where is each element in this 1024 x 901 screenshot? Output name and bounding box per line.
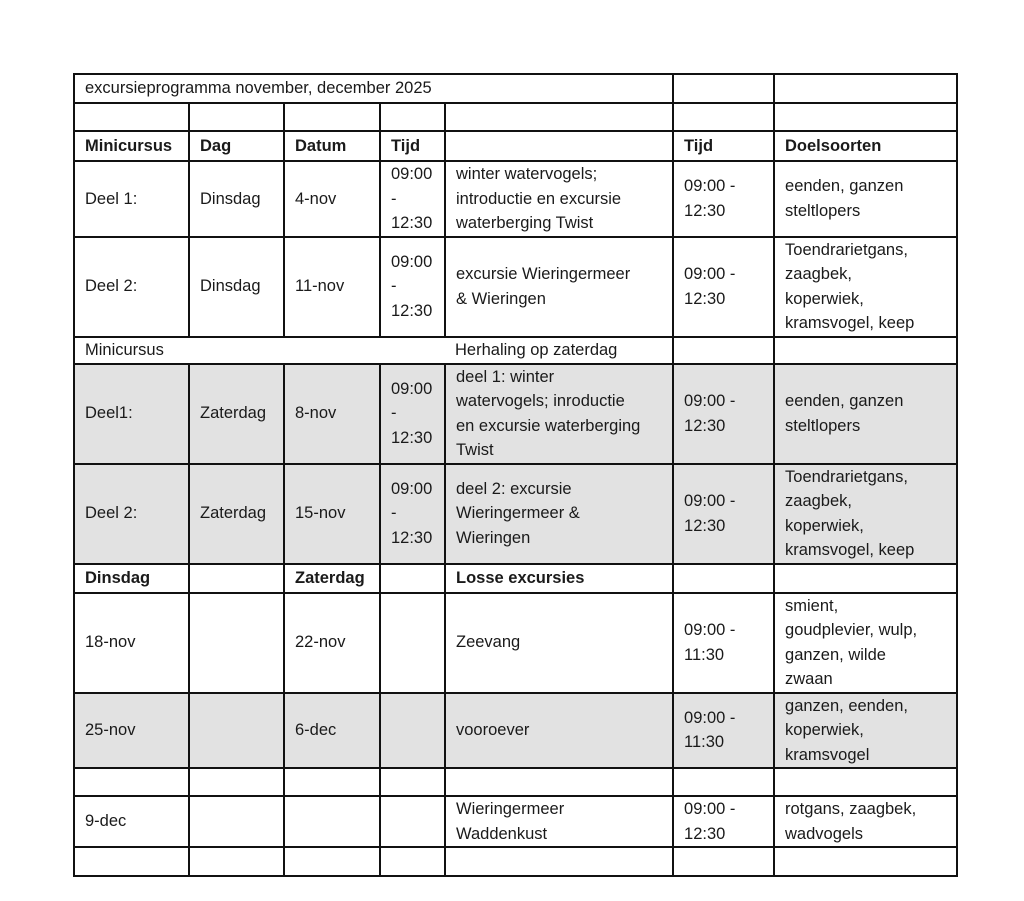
table-row — [74, 693, 957, 769]
table-row — [74, 364, 957, 464]
header-doelsoorten: Doelsoorten — [774, 131, 957, 161]
header-losse-excursies: Losse excursies — [445, 564, 673, 593]
subheader-herhaling: Herhaling op zaterdag — [445, 337, 673, 364]
header-tijd: Tijd — [380, 131, 445, 161]
datum-cell: 15-nov — [284, 464, 380, 564]
empty-cell — [74, 768, 189, 796]
tijd-cell: 09:00 - 12:30 — [673, 796, 774, 847]
datum-cell: 11-nov — [284, 237, 380, 337]
empty-cell — [774, 847, 957, 876]
doelsoorten-cell: Toendrarietgans, zaagbek, koperwiek, kramsvogel, keep — [774, 237, 957, 337]
header-tijd-2: Tijd — [673, 131, 774, 161]
omschrijving-cell: deel 1: winter watervogels; inroductie en excursie waterberging Twist — [445, 364, 673, 464]
header-row — [74, 131, 957, 161]
empty-cell — [380, 693, 445, 769]
empty-cell — [673, 103, 774, 131]
table-row — [74, 593, 957, 693]
tijd-cell: 09:00 - 12:30 — [380, 237, 445, 337]
table-row — [74, 161, 957, 237]
empty-cell — [284, 768, 380, 796]
table-title: excursieprogramma november, december 2025 — [74, 74, 673, 103]
header-dinsdag: Dinsdag — [74, 564, 189, 593]
empty-cell — [774, 337, 957, 364]
doelsoorten-cell: ganzen, eenden, koperwiek, kramsvogel — [774, 693, 957, 769]
empty-cell — [673, 74, 774, 103]
empty-cell — [380, 593, 445, 693]
blank-row — [74, 768, 957, 796]
tijd-cell: 09:00 - 12:30 — [380, 364, 445, 464]
empty-cell — [189, 564, 284, 593]
doelsoorten-cell: rotgans, zaagbek, wadvogels — [774, 796, 957, 847]
excursion-schedule-table — [73, 73, 958, 877]
header-omschrijving — [445, 131, 673, 161]
empty-cell — [380, 796, 445, 847]
empty-cell — [774, 564, 957, 593]
datum-cell: 4-nov — [284, 161, 380, 237]
locatie-cell: Wieringermeer Waddenkust — [445, 796, 673, 847]
omschrijving-cell: winter watervogels; introductie en excursie waterberging Twist — [445, 161, 673, 237]
header-minicursus: Minicursus — [74, 131, 189, 161]
datum-cell: 8-nov — [284, 364, 380, 464]
dag-cell: Dinsdag — [189, 161, 284, 237]
empty-cell — [774, 768, 957, 796]
header-zaterdag: Zaterdag — [284, 564, 380, 593]
doelsoorten-cell: eenden, ganzen steltlopers — [774, 364, 957, 464]
empty-cell — [445, 103, 673, 131]
dinsdag-date-cell: 18-nov — [74, 593, 189, 693]
empty-cell — [673, 337, 774, 364]
empty-cell — [774, 74, 957, 103]
omschrijving-cell: deel 2: excursie Wieringermeer & Wieringen — [445, 464, 673, 564]
empty-cell — [445, 768, 673, 796]
empty-cell — [74, 103, 189, 131]
empty-cell — [284, 103, 380, 131]
tijd-2-cell: 09:00 - 12:30 — [673, 237, 774, 337]
dag-cell: Dinsdag — [189, 237, 284, 337]
header-dag: Dag — [189, 131, 284, 161]
tijd-2-cell: 09:00 - 12:30 — [673, 364, 774, 464]
empty-cell — [380, 103, 445, 131]
deel-cell: Deel 1: — [74, 161, 189, 237]
tijd-cell: 09:00 - 11:30 — [673, 693, 774, 769]
empty-cell — [774, 103, 957, 131]
empty-cell — [380, 847, 445, 876]
tijd-2-cell: 09:00 - 12:30 — [673, 464, 774, 564]
empty-cell — [380, 564, 445, 593]
empty-cell — [189, 768, 284, 796]
empty-cell — [189, 796, 284, 847]
dinsdag-date-cell: 9-dec — [74, 796, 189, 847]
subheader-minicursus: Minicursus — [74, 337, 445, 364]
empty-cell — [380, 768, 445, 796]
header-datum: Datum — [284, 131, 380, 161]
doelsoorten-cell: eenden, ganzen steltlopers — [774, 161, 957, 237]
empty-cell — [673, 847, 774, 876]
dag-cell: Zaterdag — [189, 364, 284, 464]
dinsdag-date-cell: 25-nov — [74, 693, 189, 769]
subheader-row — [74, 337, 957, 364]
zaterdag-date-cell: 22-nov — [284, 593, 380, 693]
deel-cell: Deel 2: — [74, 464, 189, 564]
empty-cell — [445, 847, 673, 876]
deel-cell: Deel 2: — [74, 237, 189, 337]
tijd-cell: 09:00 - 11:30 — [673, 593, 774, 693]
empty-cell — [189, 847, 284, 876]
empty-cell — [74, 847, 189, 876]
zaterdag-date-cell: 6-dec — [284, 693, 380, 769]
locatie-cell: vooroever — [445, 693, 673, 769]
empty-cell — [673, 564, 774, 593]
deel-cell: Deel1: — [74, 364, 189, 464]
table-row — [74, 464, 957, 564]
blank-row — [74, 103, 957, 131]
tijd-cell: 09:00 - 12:30 — [380, 161, 445, 237]
dag-cell: Zaterdag — [189, 464, 284, 564]
table-row — [74, 237, 957, 337]
tijd-2-cell: 09:00 - 12:30 — [673, 161, 774, 237]
doelsoorten-cell: Toendrarietgans, zaagbek, koperwiek, kramsvogel, keep — [774, 464, 957, 564]
omschrijving-cell: excursie Wieringermeer & Wieringen — [445, 237, 673, 337]
tijd-cell: 09:00 - 12:30 — [380, 464, 445, 564]
empty-cell — [189, 103, 284, 131]
title-row — [74, 74, 957, 103]
locatie-cell: Zeevang — [445, 593, 673, 693]
blank-row — [74, 847, 957, 876]
zaterdag-date-cell — [284, 796, 380, 847]
doelsoorten-cell: smient, goudplevier, wulp, ganzen, wilde zwaan — [774, 593, 957, 693]
empty-cell — [673, 768, 774, 796]
empty-cell — [284, 847, 380, 876]
table-row — [74, 796, 957, 847]
empty-cell — [189, 593, 284, 693]
losse-header-row — [74, 564, 957, 593]
empty-cell — [189, 693, 284, 769]
